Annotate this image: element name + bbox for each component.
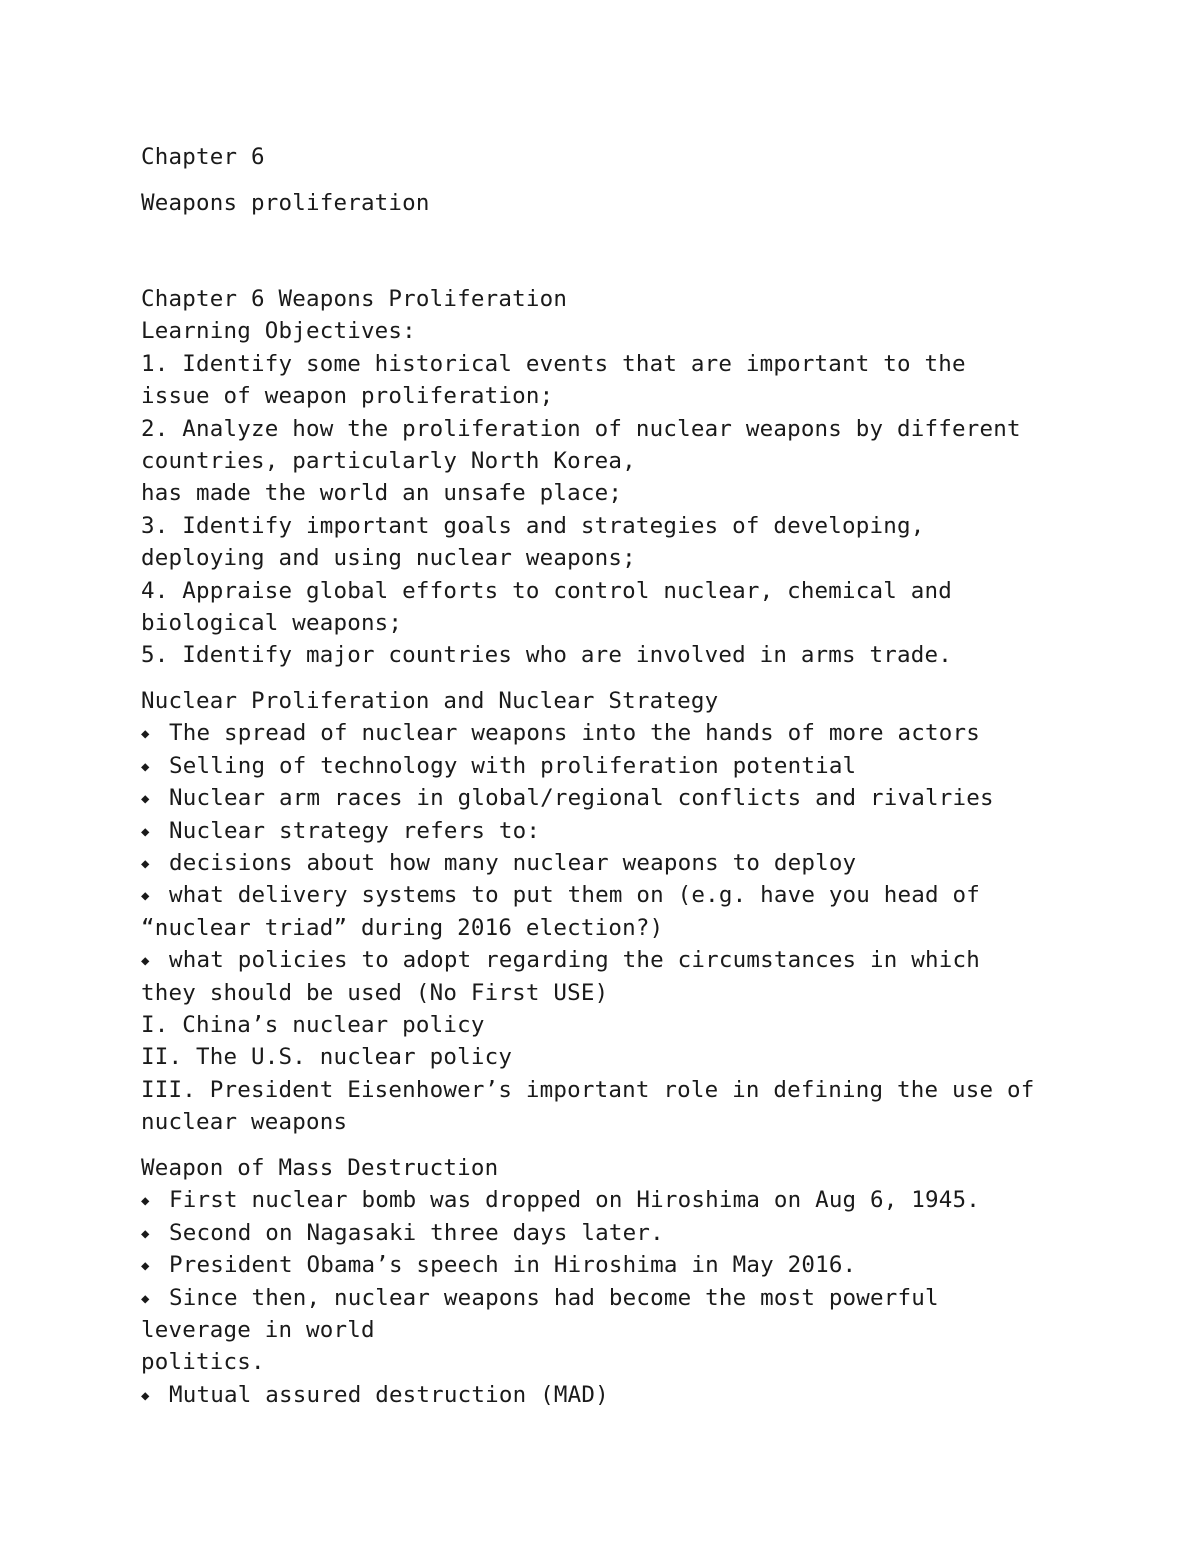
continuation-line: nuclear weapons <box>141 1109 348 1136</box>
objective-line: deploying and using nuclear weapons; <box>141 545 636 572</box>
bullet-icon: ◆ <box>141 791 150 808</box>
objective-line: issue of weapon proliferation; <box>141 383 554 410</box>
objective-line: 2. Analyze how the proliferation of nuclear weapons by different <box>141 415 1021 442</box>
bullet-item: ◆ First nuclear bomb was dropped on Hiroshima on Aug 6, 1945. <box>141 1184 1101 1216</box>
chapter-label <box>141 141 1101 173</box>
bullet-item: ◆ Since then, nuclear weapons had become the most powerful <box>141 1282 1101 1314</box>
bullet-icon: ◆ <box>141 1193 150 1210</box>
numbered-item: III. President Eisenhower’s important role in defining the use of <box>141 1076 1035 1103</box>
objective-line: has made the world an unsafe place; <box>141 480 623 507</box>
chapter-subtitle-block <box>141 187 1101 219</box>
bullet-item: ◆ Mutual assured destruction (MAD) <box>141 1379 1101 1411</box>
continuation-line: politics. <box>141 1349 265 1376</box>
section-heading: Nuclear Proliferation and Nuclear Strategy <box>141 688 719 714</box>
objective-line: countries, particularly North Korea, <box>141 447 636 474</box>
continuation-line: “nuclear triad” during 2016 election?) <box>141 914 664 941</box>
bullet-item: ◆ what policies to adopt regarding the circumstances in which <box>141 944 1101 976</box>
objective-line: 4. Appraise global efforts to control nuclear, chemical and <box>141 577 953 604</box>
bullet-item: ◆ Second on Nagasaki three days later. <box>141 1217 1101 1249</box>
chapter-number: Chapter 6 <box>141 144 265 170</box>
bullet-item: ◆ Nuclear strategy refers to: <box>141 815 1101 847</box>
bullet-icon: ◆ <box>141 1258 150 1275</box>
bullet-icon: ◆ <box>141 1387 150 1404</box>
objective-line: biological weapons; <box>141 609 403 636</box>
bullet-icon: ◆ <box>141 823 150 840</box>
numbered-item: II. The U.S. nuclear policy <box>141 1044 513 1071</box>
numbered-item: I. China’s nuclear policy <box>141 1011 485 1038</box>
learning-objectives-section <box>141 283 1101 672</box>
bullet-icon: ◆ <box>141 1225 150 1242</box>
objective-line: 5. Identify major countries who are involved in arms trade. <box>141 642 953 669</box>
bullet-icon: ◆ <box>141 855 150 872</box>
bullet-item: ◆ Selling of technology with proliferation potential <box>141 750 1101 782</box>
bullet-icon: ◆ <box>141 726 150 743</box>
bullet-item: ◆ decisions about how many nuclear weapons to deploy <box>141 847 1101 879</box>
section-heading: Weapon of Mass Destruction <box>141 1155 499 1181</box>
bullet-icon: ◆ <box>141 953 150 970</box>
bullet-item: ◆ what delivery systems to put them on (e.g. have you head of <box>141 879 1101 911</box>
continuation-line: they should be used (No First USE) <box>141 979 609 1006</box>
objective-line: 3. Identify important goals and strategies of developing, <box>141 512 925 539</box>
continuation-line: leverage in world <box>141 1316 375 1343</box>
bullet-item: ◆ The spread of nuclear weapons into the hands of more actors <box>141 717 1101 749</box>
nuclear-strategy-section <box>141 685 1101 1138</box>
wmd-section <box>141 1152 1101 1411</box>
bullet-icon: ◆ <box>141 888 150 905</box>
bullet-icon: ◆ <box>141 758 150 775</box>
section-title: Chapter 6 Weapons Proliferation <box>141 286 568 312</box>
objectives-heading: Learning Objectives: <box>141 318 416 345</box>
bullet-icon: ◆ <box>141 1290 150 1307</box>
bullet-item: ◆ Nuclear arm races in global/regional conflicts and rivalries <box>141 782 1101 814</box>
bullet-item: ◆ President Obama’s speech in Hiroshima in May 2016. <box>141 1249 1101 1281</box>
chapter-subtitle: Weapons proliferation <box>141 190 430 216</box>
objective-line: 1. Identify some historical events that are important to the <box>141 350 966 377</box>
